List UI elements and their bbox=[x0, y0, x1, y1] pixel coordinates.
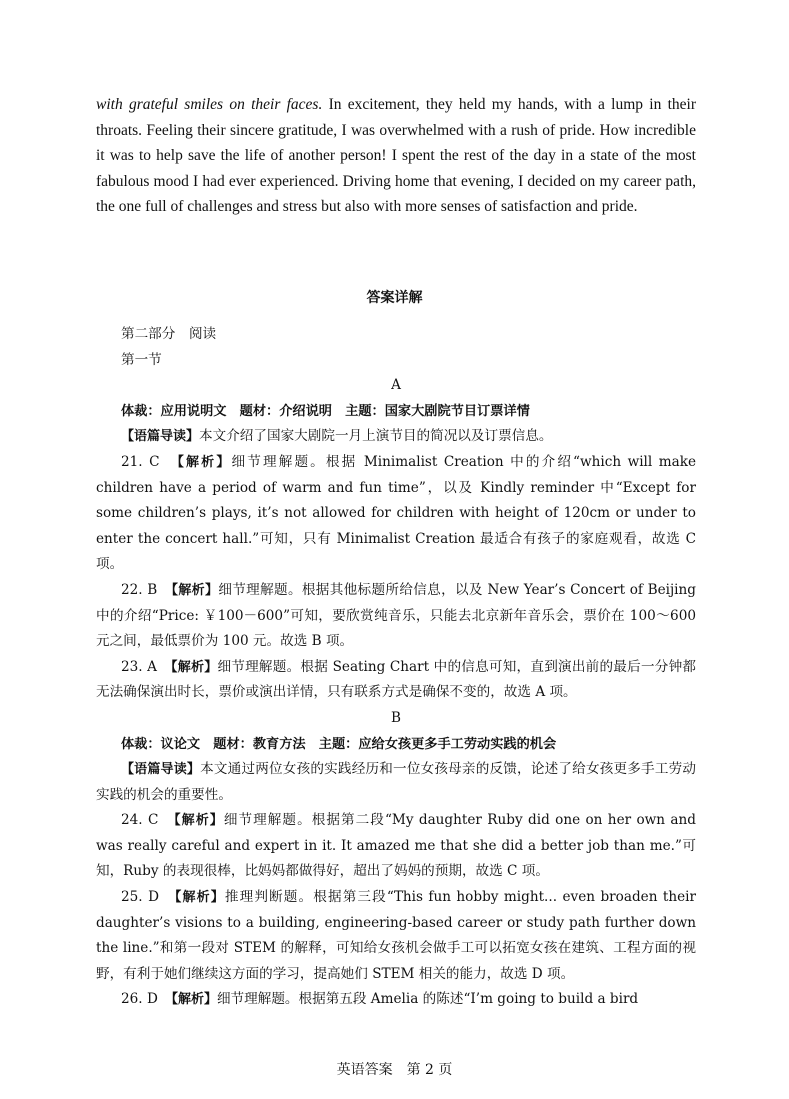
passage-a-label: A bbox=[391, 377, 401, 394]
passage-b-genre: 体裁：议论文 题材：教育方法 主题：应给女孩更多手工劳动实践的机会 bbox=[121, 736, 557, 752]
question-21 bbox=[96, 450, 696, 578]
passage-a-guide bbox=[96, 424, 696, 450]
part-heading: 第二部分 阅读 bbox=[121, 326, 217, 342]
analysis-text: 推理判断题。根据第三段“This fun hobby might... even broaden their daughter’s visions to a building, engineering-based career or study path further down the line.”和第一段对 STEM 的解释，可知给女孩机会做手工可以拓宽女孩在建筑、工程方面的视野，有利于她们继续这方面的学习，提高她们 STEM 相关的能力，故选 D 项。 bbox=[96, 889, 697, 982]
page-footer: 英语答案 第 2 页 bbox=[336, 1062, 453, 1078]
passage-a-genre: 体裁：应用说明文 题材：介绍说明 主题：国家大剧院节目订票详情 bbox=[121, 403, 530, 419]
analysis-text: 细节理解题。根据第五段 Amelia 的陈述“I’m going to build a bird bbox=[216, 991, 639, 1008]
analysis-text: 细节理解题。根据 Seating Chart 中的信息可知，直到演出前的最后一分钟都无法确保演出时长，票价或演出详情，只有联系方式是确保不变的，故选 A 项。 bbox=[96, 658, 696, 701]
analysis-text: 细节理解题。根据其他标题所给信息，以及 New Year’s Concert of Beijing 中的介绍“Price: ￥100－600”可知，要欣赏纯音乐，只能去北京新年音乐会，票价在 100～600 元之间，最低票价为 100 元。故选 B 项。 bbox=[96, 581, 696, 650]
question-23 bbox=[96, 655, 696, 706]
passage-b-label: B bbox=[391, 709, 401, 726]
question-24 bbox=[96, 808, 696, 885]
essay-italic-lead: with grateful smiles on their faces. bbox=[96, 96, 323, 113]
analysis-tag: 【解析】 bbox=[171, 582, 219, 598]
answer-body bbox=[96, 322, 696, 1013]
guide-text: 本文介绍了国家大剧院一月上演节目的简况以及订票信息。 bbox=[199, 428, 553, 445]
sub-heading: 第一节 bbox=[121, 351, 162, 368]
question-26 bbox=[96, 987, 696, 1013]
analysis-tag: 【解析】 bbox=[171, 992, 217, 1008]
passage-b-guide bbox=[96, 757, 696, 808]
guide-text: 本文通过两位女孩的实践经历和一位女孩母亲的反馈，论述了给女孩更多手工劳动实践的机会的重要性。 bbox=[96, 761, 696, 803]
guide-tag: 【语篇导读】 bbox=[121, 762, 201, 778]
essay-excerpt bbox=[96, 92, 696, 220]
essay-text: In excitement, they held my hands, with a lump in their throats. Feeling their sincere gratitude, I was overwhelmed with a rush of pride. How incredible it was to help save the life of another person! I spent the rest of the day in a state of the most fabulous mood I had ever experienced. Driving home that evening, I decided on my career path, the one full of challenges and stress but also with more senses of satisfaction and pride. bbox=[96, 96, 696, 215]
analysis-tag: 【解析】 bbox=[174, 890, 225, 906]
section-title: 答案详解 bbox=[366, 290, 423, 306]
essay-paragraph bbox=[96, 92, 696, 220]
question-number: 25. D bbox=[121, 889, 159, 906]
analysis-tag: 【解析】 bbox=[171, 659, 218, 675]
analysis-tag: 【解析】 bbox=[174, 813, 224, 829]
question-25 bbox=[96, 885, 696, 987]
analysis-tag: 【解析】 bbox=[177, 454, 232, 470]
analysis-text: 细节理解题。根据第二段“My daughter Ruby did one on her own and was really careful and expert in it. It amazed me that she did a better job than me.”可知，Ruby 的表现很棒，比妈妈都做得好，超出了妈妈的预期，故选 C 项。 bbox=[96, 812, 696, 880]
guide-tag: 【语篇导读】 bbox=[121, 429, 200, 445]
question-number: 26. D bbox=[121, 991, 158, 1008]
question-number: 22. B bbox=[121, 581, 158, 598]
analysis-text: 细节理解题。根据 Minimalist Creation 中的介绍“which will make children have a period of warm and fun time”，以及 Kindly reminder 中“Except for some children’s plays, it’s not allowed for children with height of 120cm or under to enter the concert hall.”可知，只有 Minimalist Creation 最适合有孩子的家庭观看，故选 C 项。 bbox=[96, 453, 696, 573]
question-number: 23. A bbox=[121, 658, 157, 675]
question-number: 24. C bbox=[121, 812, 159, 829]
question-22 bbox=[96, 578, 696, 655]
question-number: 21. C bbox=[121, 453, 160, 470]
